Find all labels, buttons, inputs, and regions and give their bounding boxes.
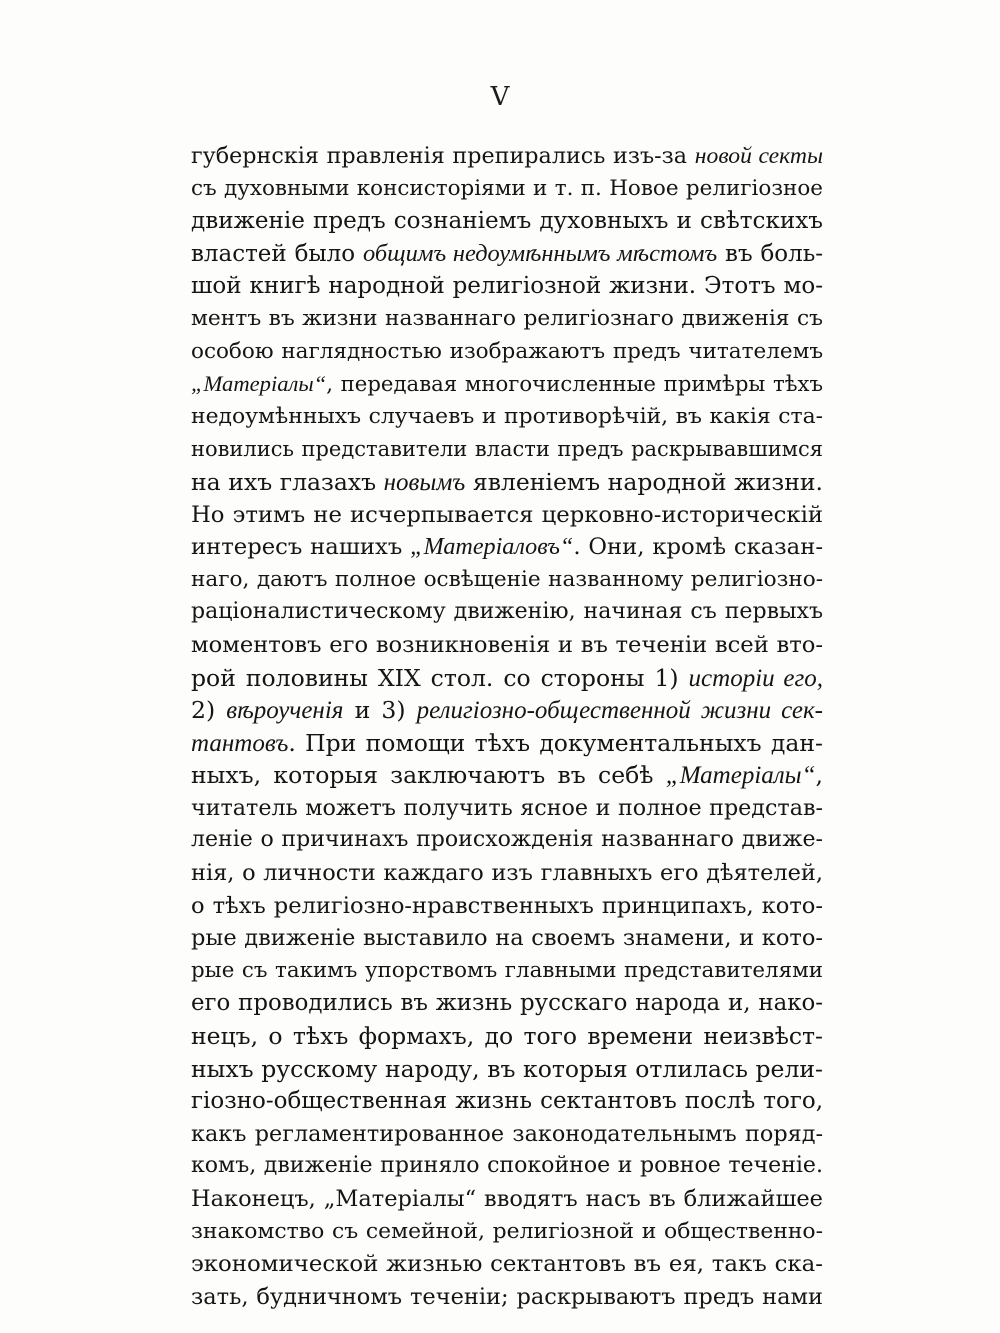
text-line xyxy=(191,173,823,206)
text-line xyxy=(191,857,823,890)
italic-text: новымъ xyxy=(383,468,466,496)
text-line xyxy=(191,303,823,336)
text-segment: 2) xyxy=(191,696,227,725)
text-segment: недоумѣнныхъ случаевъ и противорѣчій, въ какія ста- xyxy=(191,403,823,429)
text-line xyxy=(191,1281,823,1314)
text-segment: , xyxy=(815,761,823,790)
text-segment: явленіемъ народной жизни. xyxy=(465,467,823,496)
italic-text: исторіи его, xyxy=(688,664,823,692)
text-line xyxy=(191,1085,823,1118)
text-segment: съ духовными консисторіями и т. п. Новое религіозное xyxy=(191,175,823,201)
text-line xyxy=(191,433,823,466)
text-segment: гіозно-общественная жизнь сектантовъ послѣ того, xyxy=(191,1088,823,1115)
text-line xyxy=(191,1020,823,1053)
text-segment: его проводились въ жизнь русскаго народа и, нако- xyxy=(191,990,823,1017)
text-segment: въ боль- xyxy=(717,240,823,267)
text-segment: ментъ въ жизни названнаго религіознаго движенія съ xyxy=(191,305,823,331)
text-line xyxy=(191,596,823,629)
text-line xyxy=(191,1118,823,1151)
body-text xyxy=(191,140,823,1313)
italic-text: „Матеріаловъ“ xyxy=(410,533,574,561)
text-segment: особою наглядностью изображаютъ предъ читателемъ xyxy=(191,338,823,364)
text-line xyxy=(191,662,823,695)
text-segment: шой книгѣ народной религіозной жизни. Этотъ мо- xyxy=(191,273,823,300)
text-line xyxy=(191,1248,823,1281)
text-line xyxy=(191,499,823,532)
text-segment: . Они, кромѣ сказан- xyxy=(573,534,823,561)
text-line xyxy=(191,694,823,727)
text-line xyxy=(191,890,823,923)
text-segment: нецъ, о тѣхъ формахъ, до того времени неизвѣст- xyxy=(191,1022,823,1051)
text-line xyxy=(191,1150,823,1183)
text-line xyxy=(191,727,823,760)
italic-text: тантовъ xyxy=(191,729,289,757)
text-segment: раціоналистическому движенію, начиная съ первыхъ xyxy=(191,599,823,625)
italic-text: „Матеріалы“ xyxy=(665,762,816,790)
text-segment: властей было xyxy=(191,240,363,267)
text-line xyxy=(191,1216,823,1249)
text-segment: наго, даютъ полное освѣщеніе названному религіозно- xyxy=(191,566,823,592)
text-segment: , передавая многочисленные примѣры тѣхъ xyxy=(326,372,823,398)
text-line xyxy=(191,140,823,173)
text-segment: рые движеніе выставило на своемъ знамени, и кото- xyxy=(191,925,823,952)
text-segment: . При помощи тѣхъ документальныхъ дан- xyxy=(288,728,823,757)
text-line xyxy=(191,401,823,434)
text-line xyxy=(191,336,823,369)
italic-text: религіозно-общественной жизни сек- xyxy=(416,697,823,725)
italic-text: общимъ недоумѣннымъ мѣстомъ xyxy=(363,239,718,267)
text-line xyxy=(191,205,823,238)
text-line xyxy=(191,759,823,792)
text-segment: комъ, движеніе приняло спокойное и ровное теченіе. xyxy=(191,1153,823,1179)
text-line xyxy=(191,368,823,401)
text-segment: и 3) xyxy=(343,696,417,725)
text-line xyxy=(191,466,823,499)
text-segment: губернскія правленія препирались изъ-за xyxy=(191,143,695,169)
italic-text: „Матеріалы“ xyxy=(191,371,327,397)
text-segment: Но этимъ не исчерпывается церковно-историческій xyxy=(191,501,823,528)
text-line xyxy=(191,987,823,1020)
italic-text: новой секты xyxy=(694,143,823,169)
text-segment: о тѣхъ религіозно-нравственныхъ принципахъ, кото- xyxy=(191,892,823,919)
text-segment: интересъ нашихъ xyxy=(191,534,411,561)
text-segment: рой половины XIX стол. со стороны 1) xyxy=(191,663,689,692)
text-segment: Наконецъ, „Матеріалы“ вводятъ насъ въ ближайшее xyxy=(191,1186,823,1212)
text-segment: нія, о личности каждаго изъ главныхъ его дѣятелей, xyxy=(191,860,823,887)
text-line xyxy=(191,792,823,825)
text-segment: знакомство съ семейной, религіозной и общественно- xyxy=(191,1218,823,1244)
text-line xyxy=(191,564,823,597)
text-line xyxy=(191,1053,823,1086)
text-line xyxy=(191,955,823,988)
text-segment: какъ регламентированное законодательнымъ поряд- xyxy=(191,1120,823,1147)
text-segment: зать, будничномъ теченіи; раскрываютъ предъ нами xyxy=(191,1283,823,1310)
text-segment: движеніе предъ сознаніемъ духовныхъ и свѣтскихъ xyxy=(191,208,823,235)
text-line xyxy=(191,922,823,955)
page-number: V xyxy=(490,82,510,112)
text-segment: моментовъ его возникновенія и въ теченіи всей вто- xyxy=(191,631,823,658)
text-segment: ныхъ, которыя заключаютъ въ себѣ xyxy=(191,761,666,790)
text-line xyxy=(191,629,823,662)
text-line xyxy=(191,238,823,271)
text-segment: читатель можетъ получить ясное и полное представ- xyxy=(191,794,823,821)
text-line xyxy=(191,824,823,857)
italic-text: вѣроученія xyxy=(226,697,344,725)
text-segment: на ихъ глазахъ xyxy=(191,467,384,496)
text-segment: ныхъ русскому народу, въ которыя отлилась рели- xyxy=(191,1054,823,1083)
text-line xyxy=(191,270,823,303)
text-segment: рые съ такимъ упорствомъ главными представителями xyxy=(191,957,823,983)
text-segment: экономической жизнью сектантовъ въ ея, такъ ска- xyxy=(191,1251,823,1278)
text-segment: леніе о причинахъ происхожденія названнаго движе- xyxy=(191,827,823,853)
text-line xyxy=(191,531,823,564)
text-segment: новились представители власти предъ раскрывавшимся xyxy=(191,437,823,462)
text-line xyxy=(191,1183,823,1216)
